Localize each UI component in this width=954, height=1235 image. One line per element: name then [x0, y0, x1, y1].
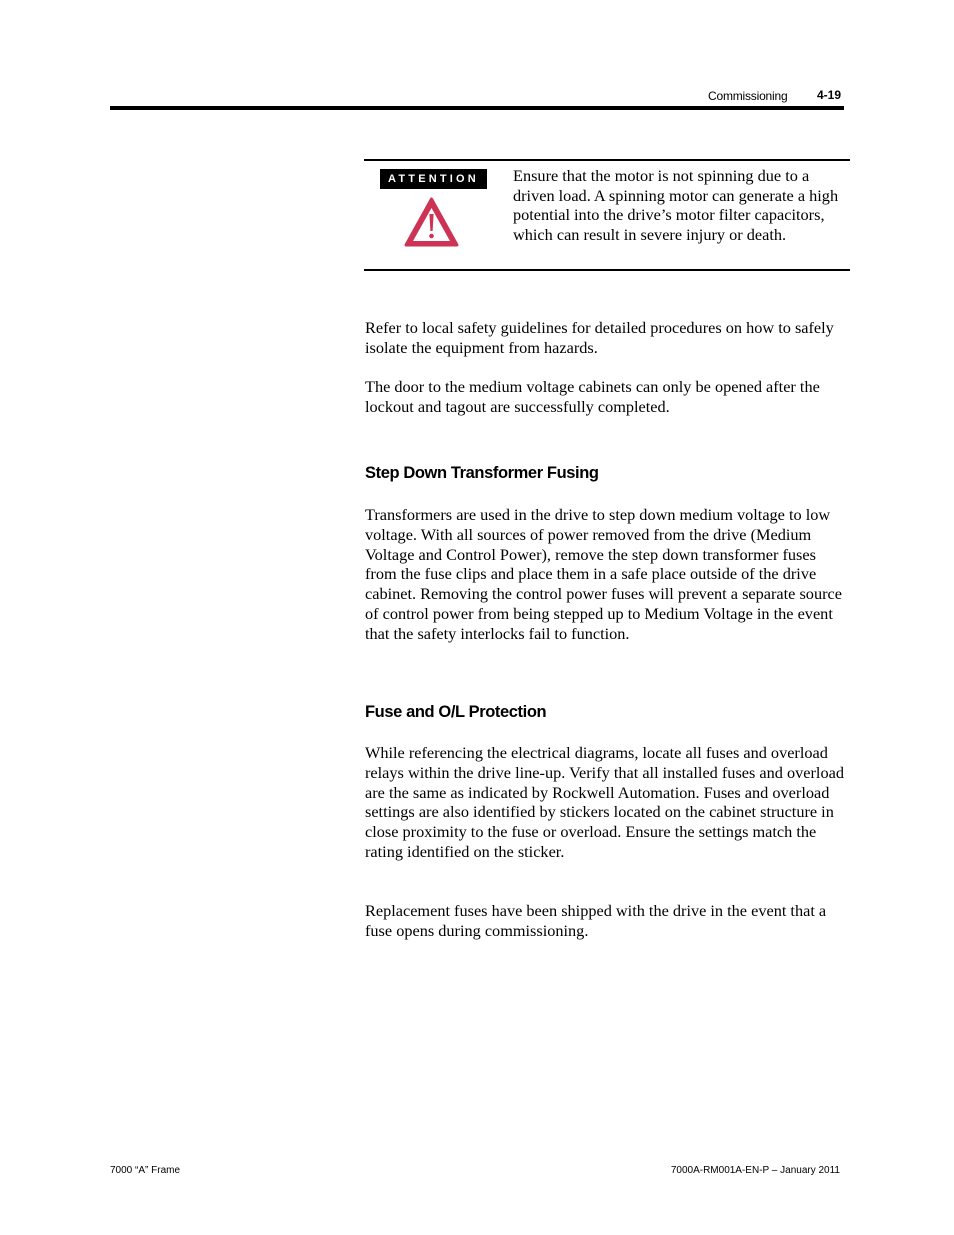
- exclamation-dot: [429, 234, 434, 239]
- paragraph-fuse-overload: While referencing the electrical diagrams, locate all fuses and overload relays within the drive line-up. Verify that all installed fuses and overload are the same as indicated by Rockwell Automation. Fuses and overload settings are also identified by stickers located on the cabinet structure in close proximity to the fuse or overload. Ensure the settings match the rating identified on the sticker.: [365, 743, 844, 861]
- footer-publication: 7000A-RM001A-EN-P – January 2011: [670, 1165, 840, 1176]
- paragraph-replacement-fuses: Replacement fuses have been shipped with the drive in the event that a fuse opens during commissioning.: [365, 901, 827, 940]
- paragraph-safety-guidelines: Refer to local safety guidelines for detailed procedures on how to safely isolate the equipment from hazards.: [365, 318, 834, 357]
- header-rule: [110, 106, 844, 110]
- paragraph-transformer-fusing: Transformers are used in the drive to step down medium voltage to low voltage. With all sources of power removed from the drive (Medium Voltage and Control Power), remove the step down transformer fuses from the fuse clips and place them in a safe place outside of the drive cabinet. Removing the control power fuses will prevent a separate source of control power from being stepped up to Medium Voltage in the event that the safety interlocks fail to function.: [365, 505, 842, 643]
- attention-bottom-rule: [364, 269, 850, 271]
- heading-step-down-transformer-fusing: Step Down Transformer Fusing: [365, 464, 599, 482]
- heading-fuse-ol-protection: Fuse and O/L Protection: [365, 703, 547, 721]
- running-header-section: Commissioning: [708, 89, 788, 103]
- footer-product: 7000 “A” Frame: [110, 1165, 181, 1176]
- paragraph-cabinet-door: The door to the medium voltage cabinets can only be opened after the lockout and tagout are successfully completed.: [365, 377, 820, 416]
- warning-triangle-icon: [403, 196, 460, 248]
- attention-label: ATTENTION: [380, 169, 487, 189]
- page-number: 4-19: [817, 88, 842, 102]
- attention-top-rule: [364, 159, 850, 161]
- attention-message: Ensure that the motor is not spinning due to a driven load. A spinning motor can generate a high potential into the drive’s motor filter capacitors, which can result in severe injury or death.: [513, 166, 839, 244]
